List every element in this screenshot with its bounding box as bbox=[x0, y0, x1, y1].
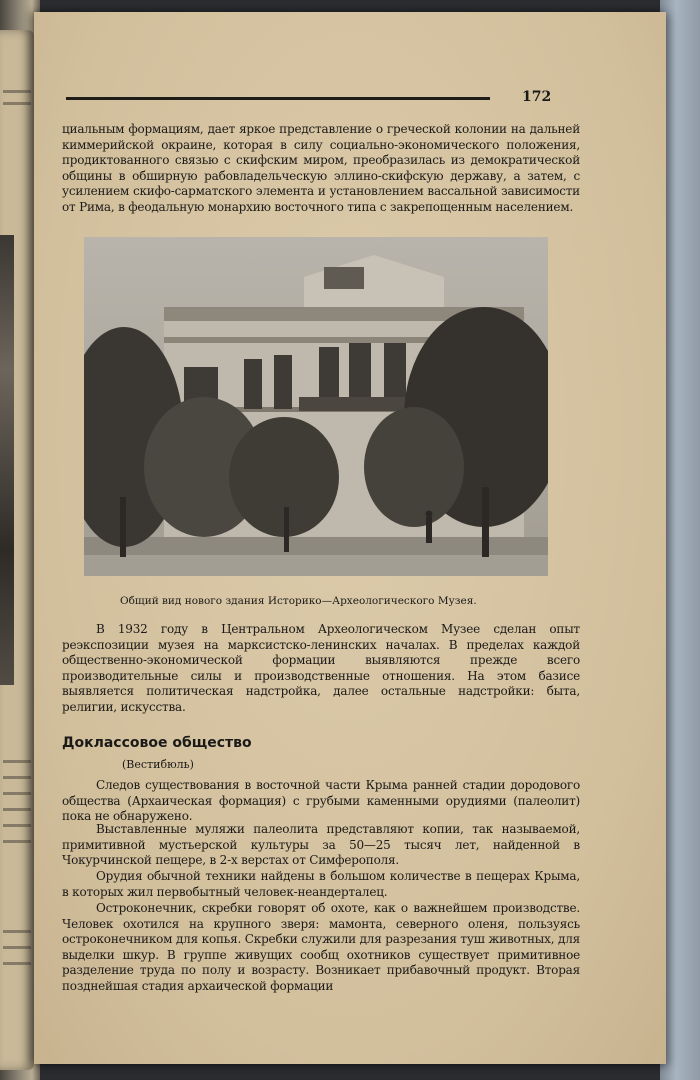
paragraph-hunting: Остроконечник, скребки говорят об охоте, как о важнейшем производстве. Человек охотился на крупного зверя: мамонта, северного оленя, пользуясь остроконечником для копья. Скребки служили для разрезания туш животных, для выделки шкур. В группе живущих сообщ охотников существует примитивное разделение труда по полу и возрасту. Возникает прибавочный продукт. Вторая позднейшая стадия архаической формации bbox=[62, 901, 580, 993]
previous-page-text-line bbox=[3, 930, 31, 933]
previous-page-text-line bbox=[3, 808, 31, 811]
previous-page-text-line bbox=[3, 760, 31, 763]
previous-page-text-line bbox=[3, 962, 31, 965]
previous-page-text-line bbox=[3, 946, 31, 949]
previous-page-text-line bbox=[3, 792, 31, 795]
photo-caption: Общий вид нового здания Историко—Археологического Музея. bbox=[120, 595, 477, 607]
page-number: 172 bbox=[522, 89, 552, 105]
paragraph-intro: циальным формациям, дает яркое представление о греческой колонии на дальней киммерийской окраине, которая в силу социально-экономического положения, продиктованного связью с скифским миром, преобразилась из демократической общины в обширную рабовладельческую эллино-скифскую державу, а затем, с усилением скифо-сарматского элемента и установлением вассальной зависимости от Рима, в феодальную монархию восточного типа с закрепощенным населением. bbox=[62, 122, 580, 214]
header-rule bbox=[66, 97, 490, 100]
previous-page-text-line bbox=[3, 90, 31, 93]
previous-page-text-line bbox=[3, 840, 31, 843]
previous-page-edge bbox=[0, 30, 34, 1070]
paragraph-traces: Следов существования в восточной части Крыма ранней стадии дородового общества (Архаическая формация) с грубыми каменными орудиями (палеолит) пока не обнаружено. bbox=[62, 778, 580, 823]
background-edge bbox=[660, 0, 700, 1080]
previous-page-text-line bbox=[3, 776, 31, 779]
section-heading: Доклассовое общество bbox=[62, 735, 252, 751]
previous-page-text-line bbox=[3, 824, 31, 827]
paragraph-tools: Орудия обычной техники найдены в большом количестве в пещерах Крыма, в которых жил первобытный человек-неандерталец. bbox=[62, 869, 580, 899]
museum-building-photo bbox=[84, 237, 548, 576]
section-subheading: (Вестибюль) bbox=[122, 758, 194, 771]
previous-page-text-line bbox=[3, 102, 31, 105]
paragraph-reexposition: В 1932 году в Центральном Археологическом Музее сделан опыт реэкспозиции музея на марксистско-ленинских началах. В пределах каждой общественно-экономической формации выявляются прежде всего производительные силы и производственные отношения. На этом базисе выявляется политическая надстройка, далее остальные надстройки: быта, религии, искусства. bbox=[62, 622, 580, 714]
paragraph-mulyazhi: Выставленные муляжи палеолита представляют копии, так называемой, примитивной мустьерской культуры за 50—25 тысяч лет, найденной в Чокурчинской пещере, в 2-х верстах от Симферополя. bbox=[62, 822, 580, 867]
book-page bbox=[34, 12, 666, 1064]
previous-page-photo-fragment bbox=[0, 235, 14, 685]
